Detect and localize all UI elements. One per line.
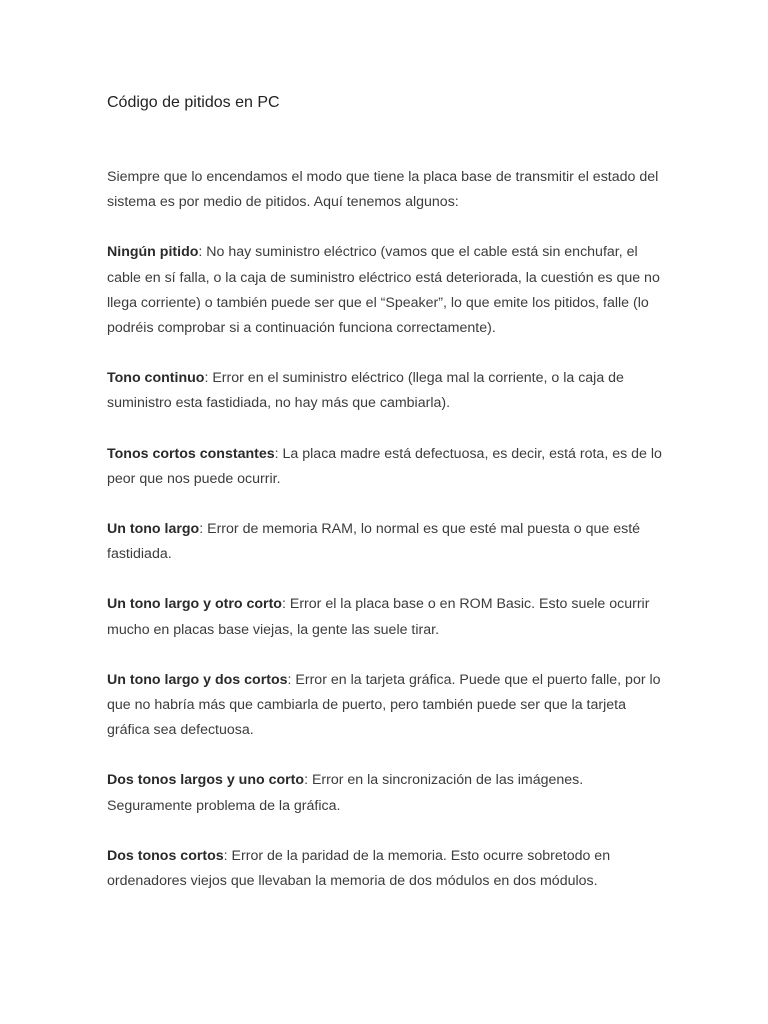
entry-paragraph-3 [107,517,663,567]
entry-paragraph-6 [107,768,663,818]
entry-term: Ningún pitido [107,244,199,261]
entry-description: : Error en la tarjeta gráfica. Puede que el puerto falle, por lo que no habría más que cambiarla de puerto, pero también puede ser que la tarjeta gráfica sea defectuosa. [107,671,661,739]
entry-description: : Error de la paridad de la memoria. Esto ocurre sobretodo en ordenadores viejos que llevaban la memoria de dos módulos en dos módulos. [107,847,611,890]
entry-description: : No hay suministro eléctrico (vamos que el cable está sin enchufar, el cable en sí falla, o la caja de suministro eléctrico está deteriorada, la cuestión es que no llega corriente) o también puede ser que el “Speaker”, lo que emite los pitidos, falle (lo podréis comprobar si a continuación funciona correctamente). [107,244,660,337]
entry-description: : Error de memoria RAM, lo normal es que esté mal puesta o que esté fastidiada. [107,521,641,563]
document-body [107,165,663,919]
entry-paragraph-1 [107,366,663,416]
entry-term: Un tono largo [107,521,200,538]
entry-paragraph-7 [107,844,663,894]
entry-term: Tono continuo [107,370,205,387]
entry-description: : Error en el suministro eléctrico (llega mal la corriente, o la caja de suministro esta fastidiada, no hay más que cambiarla). [107,370,624,412]
entry-paragraph-5 [107,668,663,744]
entry-term: Dos tonos largos y uno corto [107,772,305,789]
entry-term: Un tono largo y dos cortos [107,671,288,688]
document-title: Código de pitidos en PC [107,94,280,111]
entry-term: Un tono largo y otro corto [107,596,282,613]
entry-paragraph-2 [107,442,663,492]
entry-term: Tonos cortos constantes [107,445,275,462]
intro-paragraph: Siempre que lo encendamos el modo que tiene la placa base de transmitir el estado del sistema es por medio de pitidos. Aquí tenemos algunos: [107,169,659,211]
entry-description: : Error el la placa base o en ROM Basic. Esto suele ocurrir mucho en placas base viejas, la gente las suele tirar. [107,596,650,638]
entry-description: : La placa madre está defectuosa, es decir, está rota, es de lo peor que nos puede ocurrir. [107,445,662,487]
entry-description: : Error en la sincronización de las imágenes. Seguramente problema de la gráfica. [107,772,584,814]
entry-paragraph-0 [107,240,663,341]
entry-term: Dos tonos cortos [107,847,224,864]
entry-paragraph-4 [107,592,663,642]
